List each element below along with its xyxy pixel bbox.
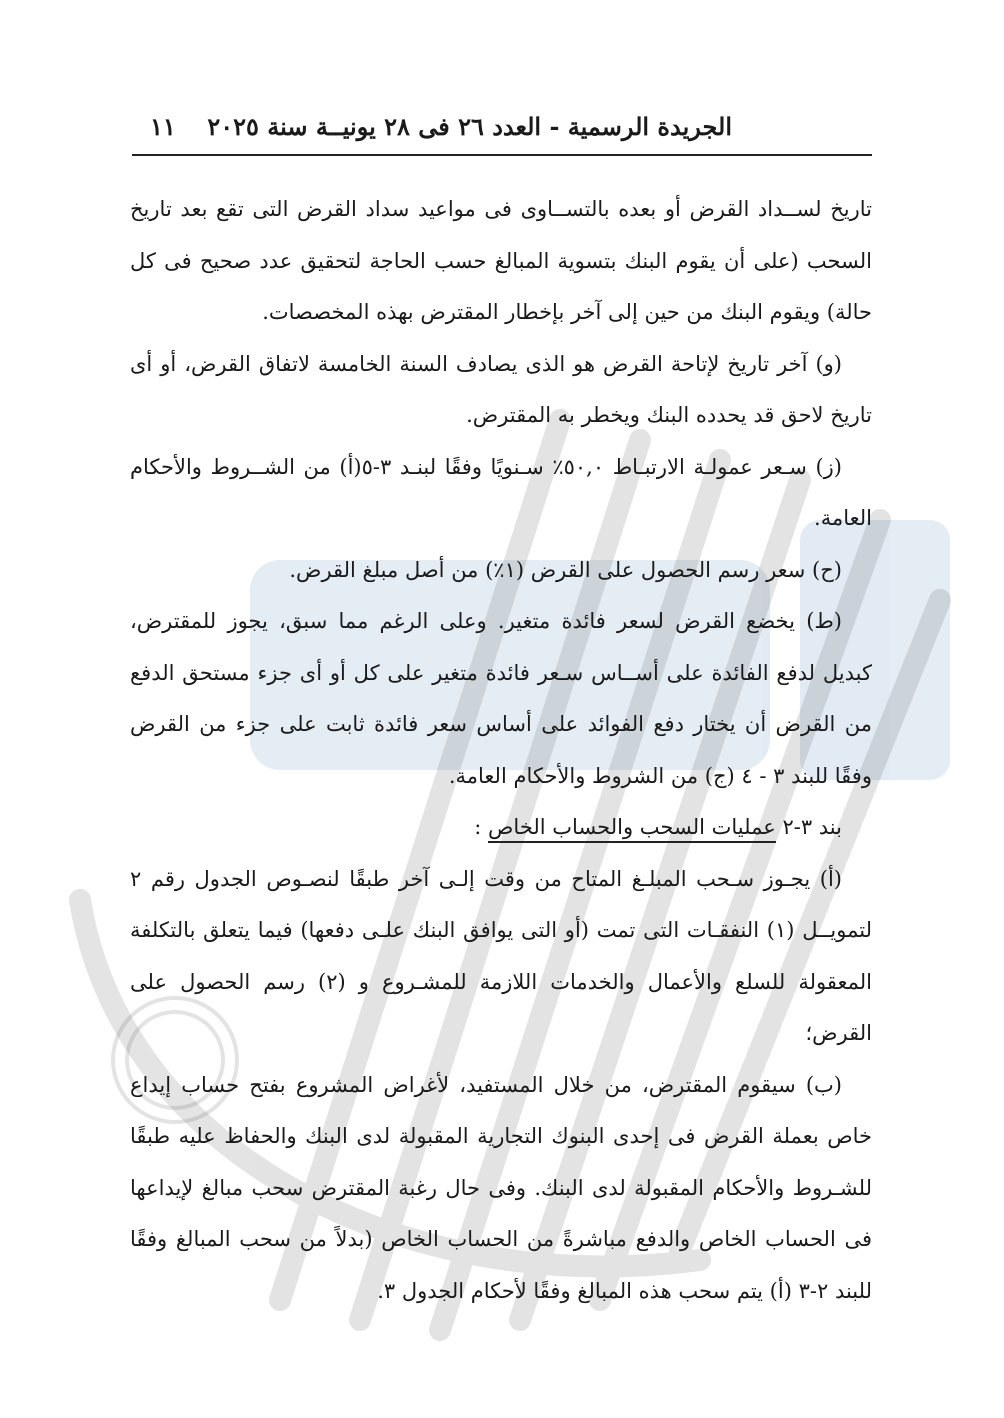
paragraph: (و) آخر تاريخ لإتاحة القرض هو الذى يصادف السنة الخامسة لاتفاق القرض، أو أى تاريخ لاحق قد يحدده البنك ويخطر به المقترض.: [130, 351, 872, 427]
clause-number: بند ٣-٢: [775, 815, 842, 839]
gazette-title: الجريدة الرسمية - العدد ٢٦ فى ٢٨ يونيــة سنة ٢٠٢٥: [207, 112, 732, 141]
page-number: ١١: [150, 112, 176, 141]
paragraph: (ح) سعر رسم الحصول على القرض (١٪) من أصل مبلغ القرض.: [289, 557, 842, 582]
paragraph: (ط) يخضع القرض لسعر فائدة متغير. وعلى الرغم مما سبق، يجوز للمقترض، كبديل لدفع الفائدة على أســاس سـعر فائدة متغير على كل أو أى جزء مستحق الدفع من القرض أن يختار دفع الفوائد على أساس سعر فائدة ثابت على جزء من القرض وفقًا للبند ٣ - ٤ (ج) من الشروط والأحكام العامة.: [130, 609, 872, 788]
paragraph: (ب) سيقوم المقترض، من خلال المستفيد، لأغراض المشروع بفتح حساب إيداع خاص بعملة القرض فى إحدى البنوك التجارية المقبولة لدى البنك والحفاظ عليه طبقًا للشـروط والأحكام المقبولة لدى البنك. وفى حال رغبة المقترض سحب مبالغ لإيداعها فى الحساب الخاص والدفع مباشرةً من الحساب الخاص (بدلاً من سحب المبالغ وفقًا للبند ٢-٣ (أ) يتم سحب هذه المبالغ وفقًا لأحكام الجدول ٣.: [130, 1072, 872, 1303]
paragraph: تاريخ لســداد القرض أو بعده بالتســاوى فى مواعيد سداد القرض التى تقع بعد تاريخ السحب (على أن يقوم البنك بتسوية المبالغ حسب الحاجة لتحقيق عدد صحيح فى كل حالة) ويقوم البنك من حين إلى آخر بإخطار المقترض بهذه المخصصات.: [130, 197, 872, 324]
clause-title: عمليات السحب والحساب الخاص: [488, 815, 776, 843]
document-body: [130, 184, 872, 1317]
page-header: [132, 112, 872, 154]
paragraph: (ز) سـعر عمولـة الارتبـاط ٥٠,٠٪ سـنويًا وفقًا لبنـد ٣-٥(أ) من الشــروط والأحكام العامة.: [130, 454, 872, 530]
header-divider: [132, 154, 872, 156]
clause-heading: [130, 802, 872, 854]
clause-colon: :: [474, 815, 489, 839]
paragraph: (أ) يجـوز سـحب المبلـغ المتاح من وقت إلـى آخر طبقًا لنصـوص الجدول رقم ٢ لتمويــل (١) النفقـات التى تمت (أو التى يوافق البنك علـى دفعها) فيما يتعلق بالتكلفة المعقولة للسلع والأعمال والخدمات اللازمة للمشـروع و (٢) رسم الحصول على القرض؛: [130, 866, 872, 1045]
